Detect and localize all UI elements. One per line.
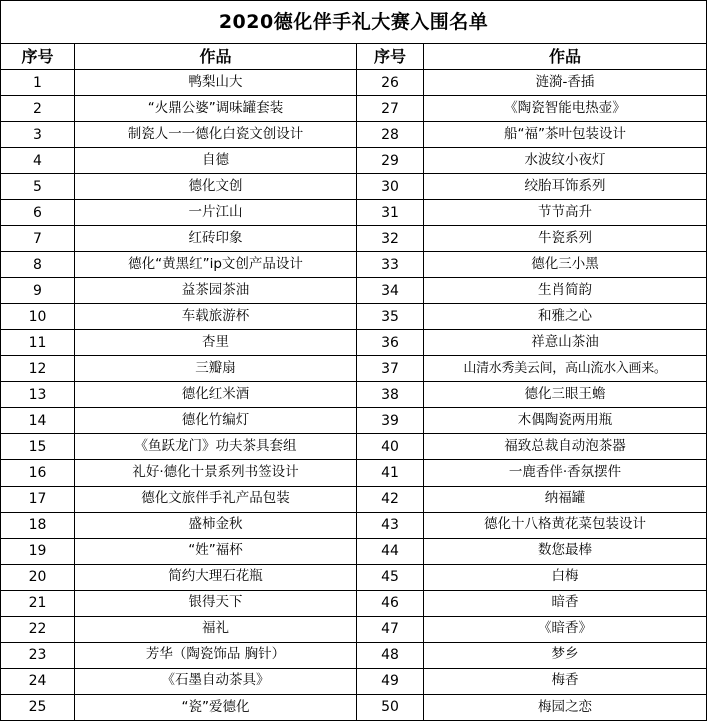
header-row [1,44,707,70]
entry-name: 福礼 [75,616,357,642]
column-header-work-right: 作品 [424,44,707,70]
table-row [1,70,707,96]
table-row [1,486,707,512]
entry-name: 《暗香》 [424,616,707,642]
entry-name: “火鼎公婆”调味罐套装 [75,96,357,122]
entry-number: 27 [357,96,424,122]
entry-name: 一片江山 [75,200,357,226]
entry-name: 和雅之心 [424,304,707,330]
entry-name: 船“福”茶叶包装设计 [424,122,707,148]
table-row [1,460,707,486]
entry-number: 6 [1,200,75,226]
entry-number: 13 [1,382,75,408]
entry-number: 49 [357,668,424,694]
entry-number: 24 [1,668,75,694]
entry-number: 36 [357,330,424,356]
entry-number: 30 [357,174,424,200]
entry-number: 42 [357,486,424,512]
table-row [1,694,707,720]
entry-name: 牛瓷系列 [424,226,707,252]
entry-number: 33 [357,252,424,278]
entry-name: 德化红米酒 [75,382,357,408]
entry-number: 4 [1,148,75,174]
entry-name: 《鱼跃龙门》功夫茶具套组 [75,434,357,460]
entry-number: 29 [357,148,424,174]
entry-name: 生肖简韵 [424,278,707,304]
entry-name: 三瓣扇 [75,356,357,382]
entry-name: 绞胎耳饰系列 [424,174,707,200]
entry-name: 红砖印象 [75,226,357,252]
entry-number: 16 [1,460,75,486]
table-row [1,252,707,278]
entry-number: 19 [1,538,75,564]
entry-name: 梅园之恋 [424,694,707,720]
entry-name: 木偶陶瓷两用瓶 [424,408,707,434]
entry-name: 纳福罐 [424,486,707,512]
entry-name: 德化竹编灯 [75,408,357,434]
title-row [1,1,707,44]
entry-number: 31 [357,200,424,226]
table-title: 2020德化伴手礼大赛入围名单 [1,1,707,44]
entry-name: 梦乡 [424,642,707,668]
entry-number: 26 [357,70,424,96]
entry-number: 15 [1,434,75,460]
entry-name: 车载旅游杯 [75,304,357,330]
entry-name: 德化“黄黑红”ip文创产品设计 [75,252,357,278]
entry-name: 德化文旅伴手礼产品包装 [75,486,357,512]
entry-number: 11 [1,330,75,356]
entry-number: 32 [357,226,424,252]
table-row [1,434,707,460]
entry-number: 9 [1,278,75,304]
entry-number: 3 [1,122,75,148]
entry-name: 礼好·德化十景系列书签设计 [75,460,357,486]
table-row [1,538,707,564]
table-row [1,408,707,434]
entry-number: 23 [1,642,75,668]
entry-name: 德化文创 [75,174,357,200]
entry-name: 数您最棒 [424,538,707,564]
table-body [1,70,707,721]
table-row [1,642,707,668]
entry-name: 简约大理石花瓶 [75,564,357,590]
entry-name: 制瓷人一一德化白瓷文创设计 [75,122,357,148]
entry-number: 47 [357,616,424,642]
column-header-index-right: 序号 [357,44,424,70]
entry-number: 28 [357,122,424,148]
entry-name: 福致总裁自动泡茶器 [424,434,707,460]
entry-name: 水波纹小夜灯 [424,148,707,174]
entry-number: 22 [1,616,75,642]
table-row [1,616,707,642]
entry-name: 杏里 [75,330,357,356]
entry-name: 自德 [75,148,357,174]
entry-number: 34 [357,278,424,304]
entry-number: 41 [357,460,424,486]
entry-number: 20 [1,564,75,590]
entry-name: 白梅 [424,564,707,590]
entry-name: 暗香 [424,590,707,616]
entry-name: 祥意山茶油 [424,330,707,356]
entry-number: 38 [357,382,424,408]
table-row [1,200,707,226]
entry-number: 43 [357,512,424,538]
entry-number: 7 [1,226,75,252]
entry-name: “姓”福杯 [75,538,357,564]
table-row [1,96,707,122]
entry-number: 37 [357,356,424,382]
entry-name: 德化十八格黄花菜包装设计 [424,512,707,538]
entry-number: 46 [357,590,424,616]
table-row [1,148,707,174]
table-row [1,304,707,330]
entry-name: 节节高升 [424,200,707,226]
entry-number: 10 [1,304,75,330]
table-row [1,590,707,616]
entry-number: 8 [1,252,75,278]
table-row [1,330,707,356]
entry-number: 50 [357,694,424,720]
column-header-index-left: 序号 [1,44,75,70]
table-row [1,278,707,304]
entry-name: 益茶园茶油 [75,278,357,304]
entry-number: 18 [1,512,75,538]
entry-number: 44 [357,538,424,564]
entry-number: 1 [1,70,75,96]
entry-name: 德化三眼王蟾 [424,382,707,408]
column-header-work-left: 作品 [75,44,357,70]
entry-number: 5 [1,174,75,200]
entry-number: 48 [357,642,424,668]
table-row [1,122,707,148]
entry-name: 梅香 [424,668,707,694]
table-row [1,356,707,382]
entry-name: “瓷”爱德化 [75,694,357,720]
entry-number: 12 [1,356,75,382]
entry-number: 39 [357,408,424,434]
entry-name: 一鹿香伴·香氛摆件 [424,460,707,486]
table-row [1,668,707,694]
entry-name: 山清水秀美云间，高山流水入画来。 [424,356,707,382]
entry-number: 40 [357,434,424,460]
entry-number: 17 [1,486,75,512]
table-row [1,512,707,538]
entry-name: 涟漪-香插 [424,70,707,96]
entry-name: 《陶瓷智能电热壶》 [424,96,707,122]
entry-name: 芳华（陶瓷饰品 胸针） [75,642,357,668]
table-row [1,174,707,200]
entry-name: 鸭梨山大 [75,70,357,96]
table-row [1,226,707,252]
entry-number: 35 [357,304,424,330]
entry-number: 2 [1,96,75,122]
entry-number: 25 [1,694,75,720]
table-row [1,564,707,590]
entry-name: 德化三小黑 [424,252,707,278]
entry-name: 《石墨自动茶具》 [75,668,357,694]
entry-name: 银得天下 [75,590,357,616]
entry-number: 45 [357,564,424,590]
table-row [1,382,707,408]
entry-number: 14 [1,408,75,434]
entry-name: 盛柿金秋 [75,512,357,538]
entry-number: 21 [1,590,75,616]
